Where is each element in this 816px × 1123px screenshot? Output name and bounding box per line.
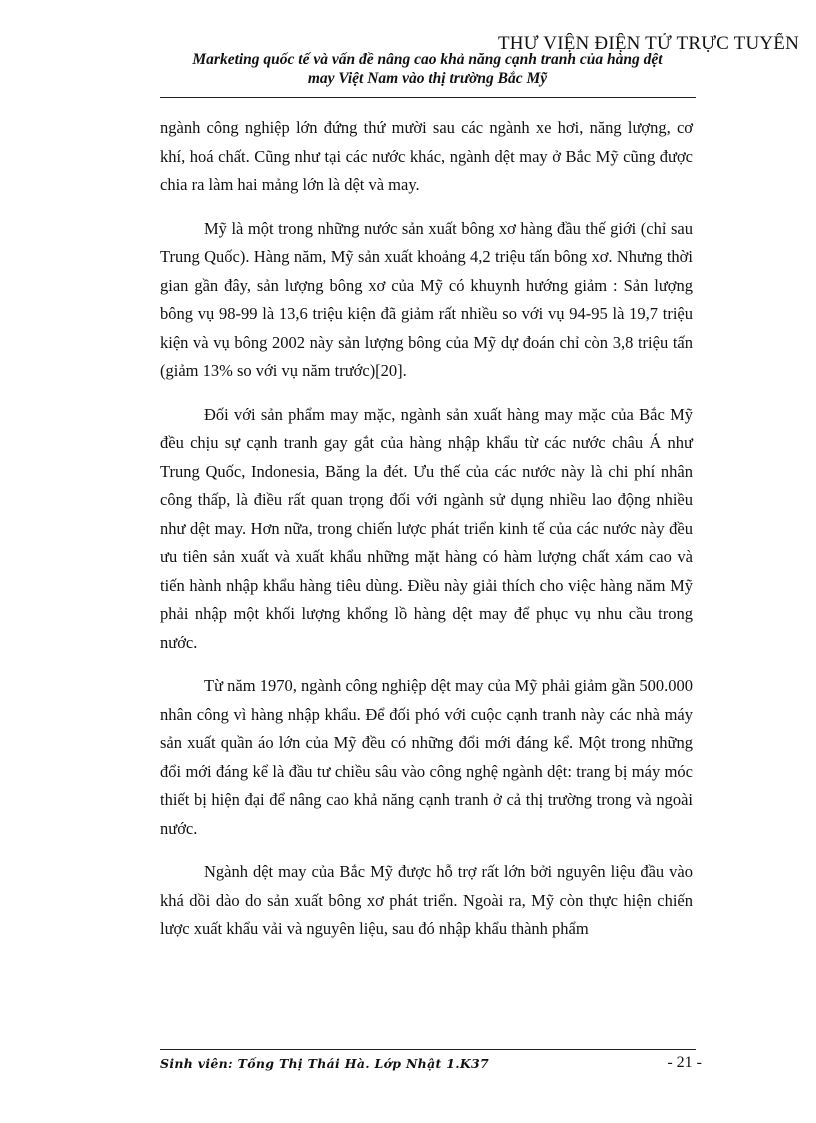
header-divider [160,97,696,98]
footer-divider [160,1049,696,1050]
document-body [160,114,693,944]
running-header [160,50,695,88]
paragraph-raw-materials: Ngành dệt may của Bắc Mỹ được hỗ trợ rất lớn bởi nguyên liệu đầu vào khá dồi dào do sản xuất bông xơ phát triển. Ngoài ra, Mỹ còn thực hiện chiến lược xuất khẩu vải và nguyên liệu, sau đó nhập khẩu thành phẩm [160,862,693,938]
watermark-text: THƯ VIỆN ĐIỆN TỬ TRỰC TUYẾN [498,33,800,54]
paragraph-labor-reduction: Từ năm 1970, ngành công nghiệp dệt may của Mỹ phải giảm gần 500.000 nhân công vì hàng nhập khẩu. Để đối phó với cuộc cạnh tranh này các nhà máy sản xuất quần áo lớn của Mỹ đều có những đổi mới đáng kể. Một trong những đổi mới đáng kể là đầu tư chiều sâu vào công nghệ ngành dệt: trang bị máy móc thiết bị hiện đại để nâng cao khả năng cạnh tranh ở cả thị trường trong và ngoài nước. [160,676,693,838]
page-number: - 21 - [667,1054,702,1071]
paragraph-continuation: ngành công nghiệp lớn đứng thứ mười sau các ngành xe hơi, năng lượng, cơ khí, hoá chất. Cũng như tại các nước khác, ngành dệt may ở Bắc Mỹ cũng được chia ra làm hai mảng lớn là dệt và may. [160,118,693,194]
header-title-line-2: may Việt Nam vào thị trường Bắc Mỹ [307,70,548,87]
paragraph-cotton-production: Mỹ là một trong những nước sản xuất bông xơ hàng đầu thế giới (chỉ sau Trung Quốc). Hàng năm, Mỹ sản xuất khoảng 4,2 triệu tấn bông xơ. Nhưng thời gian gần đây, sản lượng bông xơ của Mỹ có khuynh hướng giảm : Sản lượng bông vụ 98-99 là 13,6 triệu kiện đã giảm rất nhiều so với vụ 94-95 là 19,7 triệu kiện và vụ bông 2002 này sản lượng bông của Mỹ dự đoán chỉ còn 3,8 triệu tấn (giảm 13% so với vụ năm trước)[20]. [160,218,693,380]
footer-author: Sinh viên: Tống Thị Thái Hà. Lớp Nhật 1.K37 [160,1056,490,1071]
header-title-line-1: Marketing quốc tế và vấn đề nâng cao khả năng cạnh tranh của hàng dệt [192,51,663,68]
paragraph-garment-competition: Đối với sản phẩm may mặc, ngành sản xuất hàng may mặc của Bắc Mỹ đều chịu sự cạnh tranh gay gắt của hàng nhập khẩu từ các nước châu Á như Trung Quốc, Indonesia, Băng la đét. Ưu thế của các nước này là chi phí nhân công thấp, là điều rất quan trọng đối với ngành sử dụng nhiều lao động nhiều như dệt may. Hơn nữa, trong chiến lược phát triển kinh tế của các nước này đều ưu tiên sản xuất và xuất khẩu những mặt hàng có hàm lượng chất xám cao và tiến hành nhập khẩu hàng tiêu dùng. Điều này giải thích cho việc hàng năm Mỹ phải nhập một khối lượng khổng lồ hàng dệt may để phục vụ nhu cầu trong nước. [160,404,693,652]
